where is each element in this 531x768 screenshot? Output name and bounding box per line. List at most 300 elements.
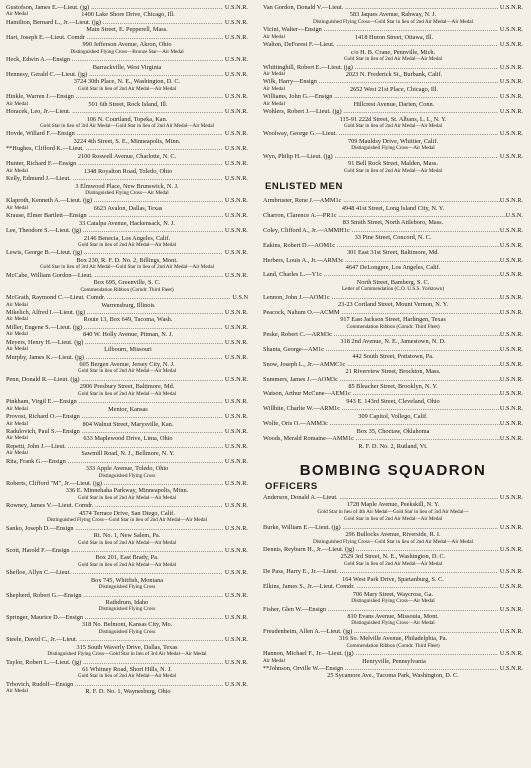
roster-entry-name-line: [263, 568, 523, 575]
roster-entry-address-line: [263, 398, 523, 405]
home-address: 316 So. Melville Avenue, Philadelphia, Pa.: [338, 635, 448, 643]
home-address: Henryville, Pennsylvania: [362, 657, 426, 665]
service-branch: U.S.N.R.: [499, 627, 523, 635]
roster-entry-address-line: [6, 487, 248, 494]
home-address: R. F. D. No. 1, Waynesburg, Ohio: [85, 688, 171, 696]
spacer: [503, 383, 523, 390]
roster-entry-name-line: [263, 390, 523, 397]
roster-entry-name-line: [6, 175, 248, 182]
service-branch: U.S.N.R.: [224, 524, 248, 532]
award-note: [263, 160, 283, 167]
award-note: [6, 26, 26, 33]
person-name: Burke, William E.—Lieut. (jg) .....: [263, 524, 498, 531]
roster-entry-address-line: [263, 672, 523, 679]
person-name: Mikelich, Alfred I.—Lieut. (jg) .....: [6, 309, 223, 316]
roster-entry-address-line: [263, 234, 523, 241]
roster-entry-name-line: [263, 606, 523, 613]
spacer: [228, 153, 248, 160]
roster-entry-name-line: [6, 428, 248, 435]
award-note: Air Medal: [6, 420, 28, 427]
service-branch: U.S.N.R.: [499, 197, 523, 205]
award-note: [263, 301, 283, 308]
roster-entry-name-line: [6, 681, 248, 688]
person-name: Springer, Maurice D.—Ensign .....: [6, 614, 223, 621]
person-name: Penn, Donald R.—Lieut. (jg) .....: [6, 376, 223, 383]
person-name: Hannon, Michael F., Jr.—Lieut. (jg) .....: [263, 650, 498, 657]
service-branch: U.S.N.R.: [499, 523, 523, 531]
roster-entry-name-line: [6, 614, 248, 621]
roster-entry-name-line: [6, 413, 248, 420]
award-note: [263, 553, 283, 560]
spacer: [228, 331, 248, 338]
spacer: [503, 205, 523, 212]
spacer: [503, 613, 523, 620]
person-name: Armbruster, Rene J.—AMM1c .....: [263, 197, 500, 204]
roster-entry-name-line: [263, 108, 523, 115]
roster-entry-name-line: [263, 376, 523, 383]
enlisted-men-heading: ENLISTED MEN: [265, 181, 343, 193]
roster-entry-name-line: [263, 26, 523, 33]
award-note: [6, 621, 26, 628]
roster-entry-address-line: [263, 301, 523, 308]
decorations-line: Gold Star in lieu of 2nd Air Medal—Air Medal: [77, 494, 177, 501]
service-branch: U.S.N.R.: [224, 613, 248, 621]
service-branch: U.S.N.R.: [499, 4, 523, 11]
person-name: Hovde, Willard F.—Ensign .....: [6, 130, 223, 137]
roster-entry-name-line: [263, 64, 523, 71]
home-address: 2529 3rd Street, N. E., Washington, D. C.: [340, 553, 446, 561]
roster-entry-name-line: [6, 108, 248, 115]
spacer: [228, 302, 248, 309]
roster-entry-name-line: [263, 212, 523, 219]
bombing-officers-list: [263, 494, 523, 680]
person-name: Radulovich, Paul S.—Ensign .....: [6, 428, 223, 435]
award-note: [263, 205, 283, 212]
spacer: [503, 368, 523, 375]
service-branch: U.S.N.R.: [224, 108, 248, 116]
roster-entry-address-line: [6, 11, 248, 18]
spacer: [503, 531, 523, 538]
spacer: [228, 183, 248, 190]
service-branch: U.S.N.R.: [224, 227, 248, 235]
award-note: Air Medal: [6, 316, 28, 323]
spacer: [503, 635, 523, 642]
home-address: 840 W. Holly Avenue, Pitman, N. J.: [82, 331, 173, 339]
home-address: 333 Apple Avenue, Toledo, Ohio: [85, 465, 169, 473]
award-note: Air Medal: [6, 346, 28, 353]
spacer: [503, 264, 523, 271]
decorations-line: Distinguished Flying Cross: [98, 472, 156, 479]
roster-entry-name-line: [263, 257, 523, 264]
home-address: Main Street, E. Pepperell, Mass.: [86, 26, 168, 34]
person-name: Coley, Clifford A., Jr.—AMMH1c .....: [263, 227, 500, 234]
award-note: Air Medal: [263, 657, 285, 664]
roster-entry-name-line: [263, 153, 523, 160]
roster-entry-name-line: [263, 583, 523, 590]
home-address: Box 745, Whitfish, Montana: [90, 576, 164, 584]
spacer: [228, 235, 248, 242]
service-branch: U.S.N.R.: [499, 360, 523, 368]
home-address: 2023 N. Frederick St., Burbank, Calif.: [345, 70, 443, 78]
person-name: Horacek, Leo, Jr.—Lieut. .....: [6, 108, 223, 115]
home-address: 318 2nd Avenue, N. E., Jamestown, N. D.: [340, 338, 446, 346]
roster-entry-address-line: [263, 34, 523, 41]
award-note: [263, 501, 283, 508]
home-address: 301 East 31st Street, Baltimore, Md.: [347, 249, 439, 257]
person-name: Wolfe, Oris O.—AMM3c .....: [263, 420, 500, 427]
award-note: Air Medal: [6, 405, 28, 412]
person-name: Meyers, Henry H.—Lieut. (jg) .....: [6, 339, 223, 346]
award-note: Air Medal: [6, 688, 28, 695]
service-branch: U.S.N.R.: [499, 665, 523, 672]
person-name: Roberts, Clifford "M", Jr.—Lieut. (jg) .....: [6, 480, 223, 487]
home-address: 296 Bullocks Avenue, Riverside, R. I.: [345, 531, 441, 539]
award-note: [263, 368, 283, 375]
roster-entry-address-line: [6, 666, 248, 673]
home-address: 442 South Street, Pottstown, Pa.: [352, 353, 434, 361]
person-name: Klaproth, Kenneth A.—Lieut. (jg) .....: [6, 197, 223, 204]
roster-entry-address-line: [6, 78, 248, 85]
service-branch: U.S.N.R.: [499, 152, 523, 160]
roster-entry-name-line: [6, 636, 248, 643]
spacer: [503, 234, 523, 241]
roster-entry-name-line: [263, 93, 523, 100]
roster-entry-name-line: [263, 524, 523, 531]
roster-entry-name-line: [6, 659, 248, 666]
home-address: Mentor, Kansas: [108, 405, 148, 413]
roster-entry-name-line: [263, 546, 523, 553]
roster-entry-name-line: [6, 56, 248, 63]
service-branch: U.S.N.R.: [224, 18, 248, 26]
home-address: 583 Jaques Avenue, Rahway, N. J.: [349, 11, 437, 19]
award-note: [6, 138, 26, 145]
roster-entry-name-line: [6, 130, 248, 137]
decorations-line: Gold Star in lieu of 2nd Air Medal—Air Medal: [343, 123, 443, 129]
home-address: c/o H. B. Crane, Pennville, Mich.: [350, 48, 436, 56]
decorations-line: Gold Star in lieu of 2nd Air Medal—Air Medal: [77, 242, 177, 248]
service-branch: U.S.N.R.: [499, 493, 523, 501]
person-name: Trbovich, Rudolf—Ensign .....: [6, 681, 223, 688]
award-note: [263, 219, 283, 226]
roster-entry-address-line: [6, 331, 248, 338]
spacer: [228, 346, 248, 353]
home-address: 804 Walnut Street, Marysville, Kan.: [82, 420, 174, 428]
service-branch: U.S.N.R.: [224, 480, 248, 487]
person-name: Snow, Joseph L., Jr.—AMMC1c .....: [263, 361, 500, 368]
person-name: Sanko, Joseph D.—Ensign .....: [6, 525, 223, 532]
roster-entry-address-line: [6, 41, 248, 48]
roster-entry-address-line: [6, 383, 248, 390]
home-address: 4574 Terrace Drive, San Diego, Calif.: [79, 509, 175, 517]
spacer: [228, 644, 248, 651]
person-name: Walton, DeForest F.—Lieut. .....: [263, 41, 498, 48]
person-name: Lennon, John J.—AOM1c .....: [263, 294, 500, 301]
award-note: [6, 116, 26, 123]
person-name: Charron, Clarence A.—PR1c .....: [263, 212, 506, 219]
award-note: [6, 554, 26, 561]
award-note: [6, 510, 26, 517]
roster-entry-name-line: [6, 376, 248, 383]
award-note: Air Medal: [263, 85, 285, 92]
service-branch: U.S.N.R.: [499, 375, 523, 383]
roster-entry-address-line: [263, 591, 523, 598]
roster-entry-name-line: [6, 160, 248, 167]
service-branch: U.S.N.R.: [224, 197, 248, 205]
service-branch: U.S.N.R.: [499, 435, 523, 443]
spacer: [503, 591, 523, 598]
spacer: [503, 11, 523, 18]
spacer: [228, 64, 248, 71]
service-branch: U.S.N.R.: [499, 568, 523, 576]
home-address: Box 201, East Brady, Pa.: [95, 554, 159, 562]
service-branch: U.S.N.R.: [499, 26, 523, 34]
service-branch: U.S.N.R.: [224, 308, 248, 316]
spacer: [228, 257, 248, 264]
bombing-squadron-title: BOMBING SQUADRON: [299, 461, 487, 479]
service-branch: U.S.N.R.: [499, 605, 523, 613]
home-address: 336 E. Minnehaha Parkway, Minneapolis, Minn.: [65, 487, 189, 495]
roster-entry-address-line: [263, 205, 523, 212]
roster-entry-name-line: [263, 405, 523, 412]
decorations-line: Distinguished Flying Cross—Gold Star in lieu of 2nd Air Medal—Air Medal: [46, 517, 208, 524]
service-branch: U.S.N.R.: [224, 271, 248, 279]
award-note: [263, 279, 283, 286]
service-branch: U.S.N.R.: [499, 41, 523, 49]
roster-entry-address-line: [263, 613, 523, 620]
award-note: [6, 487, 26, 494]
roster-entry-name-line: [6, 443, 248, 450]
spacer: [503, 398, 523, 405]
decorations-line: Distinguished Flying Cross—Air Medal: [85, 189, 169, 196]
award-note: [263, 264, 283, 271]
service-branch: U.S.N.R.: [224, 546, 248, 554]
award-note: Air Medal: [263, 100, 285, 107]
person-name: Wohlers, Robert J.—Lieut. (jg) .....: [263, 108, 498, 115]
roster-entry-name-line: [6, 294, 248, 301]
home-address: 33 Pine Street, Concord, N. C.: [354, 234, 432, 242]
spacer: [503, 116, 523, 123]
roster-entry-address-line: [6, 235, 248, 242]
decorations-line: Gold Star in lieu of 2nd Air Medal—Air Medal: [343, 56, 443, 63]
roster-entry-address-line: [263, 413, 523, 420]
roster-entry-name-line: [263, 346, 523, 353]
roster-entry-name-line: [6, 309, 248, 316]
service-branch: U.S.N.R.: [499, 405, 523, 413]
decorations-line: Distinguished Flying Cross—Gold Star in lieu of 2nd Air Medal—Air Medal: [312, 538, 474, 545]
roster-entry-address-line: [6, 346, 248, 353]
person-name: Shefloe, Allyn C.—Lieut. .....: [6, 569, 223, 576]
spacer: [503, 219, 523, 226]
roster-entry-address-line: [263, 219, 523, 226]
decorations-line: Distinguished Flying Cross—Gold Star in lieu of 2nd Air Medal—Air Medal: [312, 18, 474, 25]
service-branch: U.S.N.R.: [224, 56, 248, 64]
decorations-line: Gold Star in lieu of 2nd Air Medal—Air Medal: [343, 560, 443, 567]
home-address: Box 230, R. F. D. No. 2, Billings, Mont.: [76, 256, 178, 264]
roster-entry-address-line: [263, 160, 523, 167]
home-address: Lilbourn, Missouri: [104, 346, 152, 354]
roster-entry-name-line: [6, 592, 248, 599]
service-branch: U.S.N.R.: [499, 271, 523, 279]
award-note: [263, 338, 283, 345]
home-address: 1348 Royalton Road, Toledo, Ohio: [83, 167, 173, 175]
award-note: [6, 599, 26, 606]
spacer: [228, 361, 248, 368]
award-note: [263, 249, 283, 256]
person-name: Woods, Merald Romaine—AMM1c .....: [263, 435, 500, 442]
roster-entry-address-line: [263, 501, 523, 508]
person-name: Elkins, James S., Jr.—Lieut. Comdr. .....: [263, 583, 498, 590]
person-name: Peske, Robert C.—ARM3c .....: [263, 331, 500, 338]
spacer: [228, 383, 248, 390]
person-name: Herbers, Louis A., Jr.—ARM3c .....: [263, 257, 500, 264]
service-branch: U.S.N.R.: [499, 650, 523, 658]
spacer: [228, 450, 248, 457]
home-address: 25 Sycamore Ave., Tacoma Park, Washington, D. C.: [327, 672, 459, 680]
roster-entry-name-line: [6, 145, 248, 152]
decorations-line: Letter of Commendation (C.O. U.S.S. Yorktown): [341, 286, 445, 293]
roster-entry-address-line: [6, 101, 248, 108]
spacer: [503, 138, 523, 145]
person-name: Lewis, George B.—Lieut. (jg) .....: [6, 249, 223, 256]
award-note: Air Medal: [6, 11, 28, 18]
roster-entry-name-line: [6, 212, 248, 219]
roster-entry-address-line: [263, 11, 523, 18]
award-note: [6, 532, 26, 539]
roster-entry-name-line: [6, 272, 248, 279]
home-address: Box 695, Greenville, S. C.: [93, 279, 161, 287]
roster-entry-address-line: [6, 26, 248, 33]
award-note: [6, 465, 26, 472]
decorations-line: Gold Star in lieu of 2nd Air Medal—Air Medal: [77, 85, 177, 92]
home-address: 501 6th Street, Rock Island, Ill.: [88, 100, 168, 108]
roster-entry-address-line: [6, 257, 248, 264]
award-note: [263, 316, 283, 323]
home-address: 990 Jefferson Avenue, Akron, Ohio: [82, 41, 172, 49]
home-address: 709 Mauldsy Drive, Whittier, Calif.: [347, 137, 439, 145]
home-address: 33 Catalpa Avenue, Hackensack, N. J.: [79, 219, 175, 227]
roster-entry-address-line: [6, 450, 248, 457]
person-name: Dennis, Reyburn H., Jr.—Lieut. (jg) .....: [263, 546, 498, 553]
home-address: 605 Bergen Avenue, Jersey City, N. J.: [79, 361, 175, 368]
spacer: [503, 658, 523, 665]
person-name: Fisher, Glen W.—Ensign .....: [263, 606, 498, 613]
home-address: 115-91 222d Street, St. Albans, L. I., N. Y.: [339, 115, 447, 123]
award-note: [263, 613, 283, 620]
decorations-line: Distinguished Flying Cross—Air Medal: [351, 620, 435, 627]
person-name: De Pass, Harry E., Jr.—Lieut. .....: [263, 568, 498, 575]
award-note: [263, 576, 283, 583]
person-name: Hennesy, Gerald C.—Lieut. (jg) .....: [6, 71, 223, 78]
spacer: [228, 11, 248, 18]
award-note: [6, 220, 26, 227]
service-branch: U.S.N.R.: [224, 70, 248, 78]
roster-entry-name-line: [6, 19, 248, 26]
service-branch: U.S.N.R.: [224, 569, 248, 577]
spacer: [228, 421, 248, 428]
person-name: McCabe, William Gordon—Lieut. .....: [6, 272, 223, 279]
home-address: R. F. D. No. 2, Rutland, Vt.: [358, 442, 428, 450]
home-address: 1728 Maple Avenue, Peekskill, N. Y.: [346, 501, 440, 509]
service-branch: U.S.N.R.: [499, 241, 523, 249]
decorations-line: Gold Star in lieu of 2nd Air Medal—Air Medal: [77, 368, 177, 375]
person-name: Steele, David C., Jr.—Lieut. .....: [6, 636, 223, 643]
award-note: Air Medal: [263, 70, 285, 77]
spacer: [228, 666, 248, 673]
home-address: Sawmill Road, N. J., Bellmore, N. Y.: [81, 450, 175, 458]
award-note: [6, 666, 26, 673]
home-address: Route 13, Box 649, Tacoma, Wash.: [83, 316, 173, 324]
spacer: [228, 487, 248, 494]
decorations-line: Commendation Ribbon (Comdr. Third Fleet): [346, 642, 440, 649]
person-name: Murphy, James K.—Lieut. (jg) .....: [6, 354, 223, 361]
spacer: [228, 205, 248, 212]
roster-entry-address-line: [6, 168, 248, 175]
home-address: Box 35, Choctaw, Oklahoma: [356, 427, 430, 435]
roster-entry-address-line: [6, 138, 248, 145]
roster-entry-address-line: [6, 554, 248, 561]
spacer: [503, 86, 523, 93]
person-name: Miller, Eugene S.—Lieut. (jg) .....: [6, 324, 223, 331]
home-address: 106 N. Courtland, Topeka, Kan.: [86, 115, 168, 123]
spacer: [228, 138, 248, 145]
spacer: [503, 301, 523, 308]
roster-entry-address-line: [263, 353, 523, 360]
person-name: Freudenheim, Allen A.—Lieut. (jg) .....: [263, 628, 498, 635]
service-branch: U.S.N.R.: [499, 226, 523, 234]
service-branch: U.S.N.R.: [224, 175, 248, 183]
person-name: Lee, Theodore S.—Lieut. (jg) .....: [6, 227, 223, 234]
home-address: Barrackville, West Virginia: [92, 63, 162, 71]
person-name: Hamilton, Bernard L., Jr.—Lieut. (jg) .....: [6, 19, 223, 26]
roster-entry-name-line: [6, 71, 248, 78]
home-address: 2906 Presbury Street, Baltimore, Md.: [79, 383, 175, 391]
roster-entry-name-line: [6, 93, 248, 100]
decorations-line: Gold Star in lieu of 2nd Air Medal—Air Medal: [343, 516, 443, 523]
service-branch: U.S.N.R.: [224, 33, 248, 41]
roster-entry-address-line: [263, 86, 523, 93]
home-address: Hillcrest Avenue, Darien, Conn.: [353, 100, 435, 108]
roster-entry-address-line: [6, 577, 248, 584]
roster-entry-name-line: [263, 665, 523, 672]
roster-entry-address-line: [6, 532, 248, 539]
award-note: Air Medal: [263, 33, 285, 40]
award-note: [263, 353, 283, 360]
award-note: Air Medal: [6, 450, 28, 457]
home-address: 2100 Roswell Avenue, Charlotte, N. C.: [77, 152, 177, 160]
service-branch: U.S.N.R.: [499, 130, 523, 138]
service-branch: U.S.N.R.: [224, 130, 248, 138]
person-name: Shepherd, Robert G.—Ensign .....: [6, 592, 223, 599]
spacer: [503, 413, 523, 420]
award-note: [6, 644, 26, 651]
award-note: Air Medal: [6, 167, 28, 174]
roster-entry-address-line: [263, 576, 523, 583]
person-name: Rowney, James V.—Lieut. Comdr. .....: [6, 502, 223, 509]
roster-entry-address-line: [263, 443, 523, 450]
enlisted-men-list: [263, 197, 523, 450]
service-branch: U.S.N.R.: [499, 78, 523, 86]
decorations-line: Distinguished Flying Cross—Air Medal: [351, 598, 435, 605]
decorations-line: Distinguished Flying Cross—Gold Star in lieu of 3rd Air Medal—Air Medal: [47, 651, 207, 658]
roster-entry-name-line: [263, 650, 523, 657]
service-branch: U.S.N.R.: [499, 330, 523, 338]
decorations-line: Distinguished Flying Cross: [98, 584, 156, 591]
roster-entry-address-line: [6, 279, 248, 286]
home-address: 943 E. 143rd Street, Cleveland, Ohio: [346, 397, 440, 405]
person-name: Hinkle, Warren J.—Ensign .....: [6, 93, 223, 100]
home-address: 633 Maplewood Drive, Lima, Ohio: [83, 435, 173, 443]
home-address: North Street, Bamberg, S. C.: [356, 278, 430, 286]
